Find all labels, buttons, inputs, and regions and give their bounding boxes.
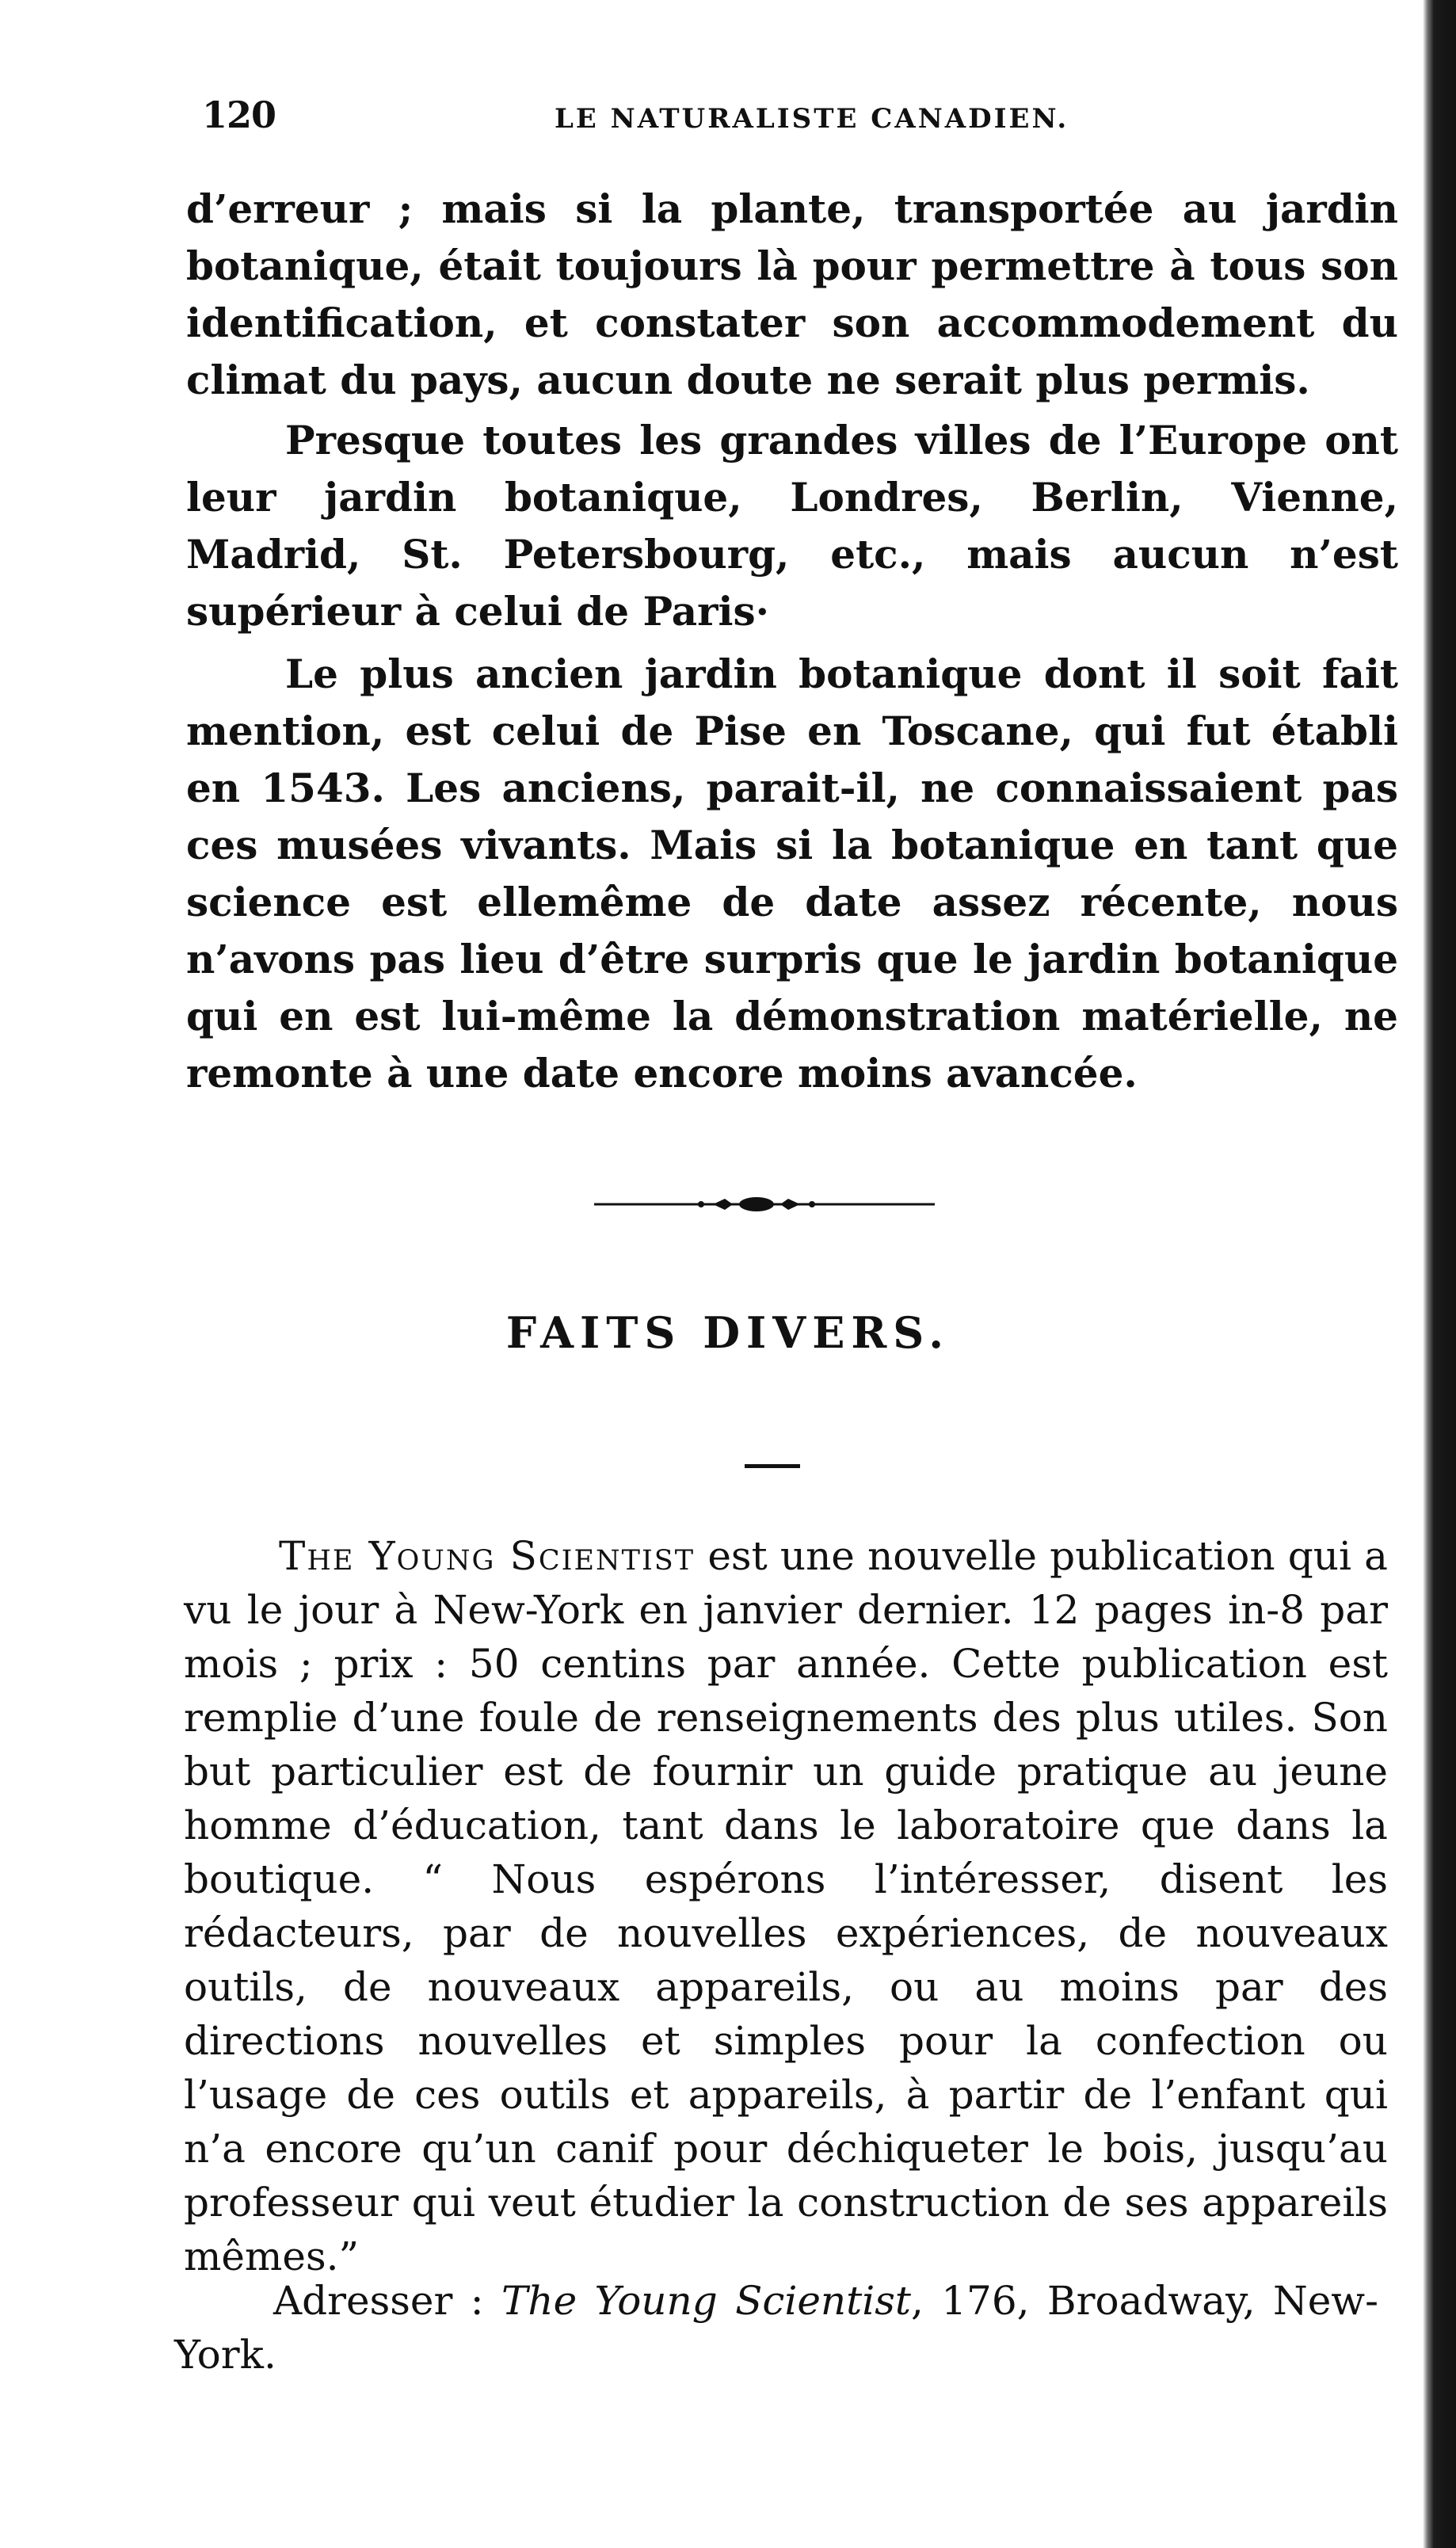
running-head: [202, 93, 1382, 149]
section-heading: FAITS DIVERS.: [505, 1307, 951, 1358]
article-paragraph: [184, 1529, 1388, 2283]
article-lead-title: The Young Scientist: [279, 1533, 696, 1579]
article-body: est une nouvelle publication qui a vu le jour à New-York en janvier dernier. 12 pages in-8 par mois ; prix : 50 centins par année. Cette publication est remplie d’une foule de renseignements des plus utiles. Son but particulier est de fournir un guide pratique au jeune homme d’éducation, tant dans le laboratoire que dans la boutique. “ Nous espérons l’intéresser, disent les rédacteurs, par de nouvelles expériences, de nouveaux outils, de nouveaux appareils, ou au moins par des directions nouvelles et simples pour la confection ou l’usage de ces outils et appareils, à partir de l’enfant qui n’a encore qu’un canif pour déchiqueter le bois, jusqu’au professeur qui veut étudier la construction de ses appareils mêmes.”: [184, 1533, 1388, 2279]
address-label: Adresser :: [273, 2278, 502, 2324]
address-title: The Young Scientist: [501, 2278, 911, 2324]
journal-title: LE NATURALISTE CANADIEN.: [555, 103, 1069, 135]
paragraph-continuation: d’erreur ; mais si la plante, transportée au jardin botanique, était toujours là pour permettre à tous son identification, et constater son accommodement du climat du pays, aucun doute ne serait plus permis.: [186, 185, 1398, 403]
short-rule: [745, 1464, 800, 1468]
binding-edge: [1423, 0, 1456, 2548]
address-rest: , 176, Broadway, New-York.: [174, 2278, 1378, 2378]
ornament-divider: [594, 1188, 935, 1220]
paragraph-botanical-gardens: Presque toutes les grandes villes de l’Europe ont leur jardin botanique, Londres, Berlin, Vienne, Madrid, St. Petersbourg, etc., mais aucun n’est supérieur à celui de Paris·: [186, 417, 1398, 635]
address-line: [174, 2274, 1378, 2382]
page-number: 120: [202, 93, 276, 136]
paragraph-oldest-garden: Le plus ancien jardin botanique dont il soit fait mention, est celui de Pise en Toscane, qui fut établi en 1543. Les anciens, parait-il, ne connaissaient pas ces musées vivants. Mais si la botanique en tant que science est ellemême de date assez récente, nous n’avons pas lieu d’être surpris que le jardin botanique qui en est lui-même la démonstration matérielle, ne remonte à une date encore moins avancée.: [186, 650, 1398, 1097]
